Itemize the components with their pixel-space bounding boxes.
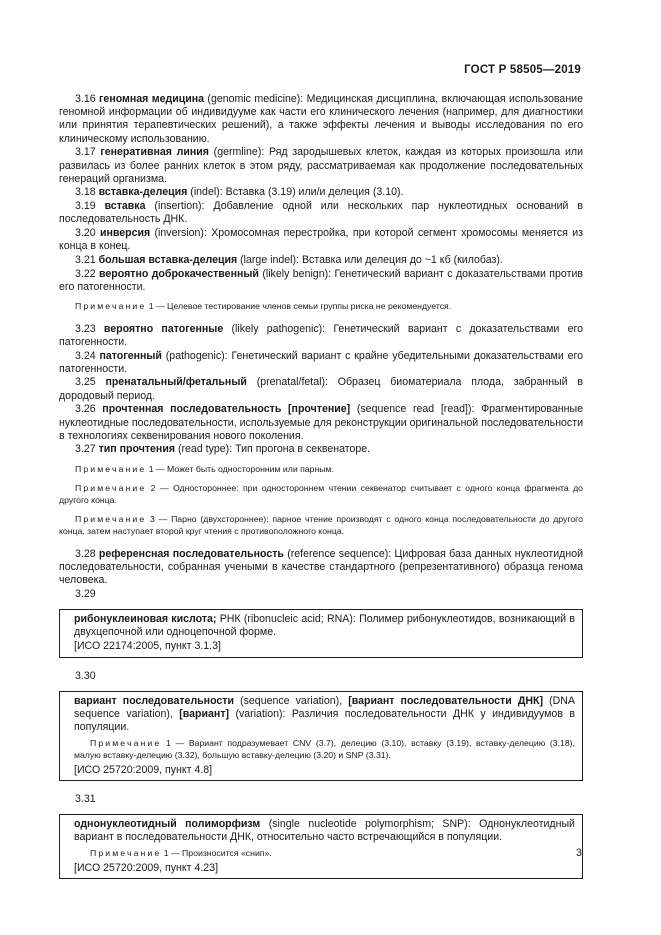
note-3-27-2: Примечание 2 — Одностороннее: при одностороннем чтении секвенатор считывает с одного конца фрагмента до другого конца. bbox=[59, 483, 583, 505]
entry-3-16: 3.16 геномная медицина (genomic medicine): Медицинская дисциплина, включающая использование геномной информации об индивидууме как части его клинического лечения (например, для диагностики или принятия терапевтических решений), а также эффекты лечения и выводы исследования по его клиническому использованию. bbox=[59, 93, 583, 145]
entry-3-28: 3.28 референсная последовательность (reference sequence): Цифровая база данных нуклеотидной последовательности, собранная учеными в качестве стандартного (репрезентативного) образца генома человека. bbox=[59, 547, 584, 587]
definition-note: Примечание 1 — Произносится «снип». bbox=[90, 848, 272, 859]
source-reference: [ИСО 22174:2005, пункт 3.1.3] bbox=[74, 640, 221, 653]
definition-text: однонуклеотидный полиморфизм (single nucleotide polymorphism; SNP): Однонуклеотидный вариант в последовательности ДНК, относительно часто встречающийся в популяции. bbox=[74, 817, 575, 844]
entry-3-19: 3.19 вставка (insertion): Добавление одной или нескольких пар нуклеотидных оснований в последовательность ДНК. bbox=[59, 200, 583, 226]
definition-text: рибонуклеиновая кислота; РНК (ribonucleic acid; RNA): Полимер рибонуклеотидов, возникающий в двухцепочной или одноцепочной форме. bbox=[74, 612, 575, 639]
entry-3-27: 3.27 тип прочтения (read type): Тип прогона в секвенаторе. bbox=[75, 443, 371, 456]
entry-3-21: 3.21 большая вставка-делеция (large indel): Вставка или делеция до ~1 кб (килобаз). bbox=[75, 253, 503, 266]
note-3-27-3: Примечание 3 — Парно (двухстороннее): парное чтение производят с одного конца последовательности до другого конца, затем наступает второй круг чтения с противоположного конца. bbox=[59, 514, 583, 537]
note-3-27-1: Примечание 1 — Может быть односторонним или парным. bbox=[75, 463, 334, 474]
note-3-22: Примечание 1 — Целевое тестирование членов семьи группы риска не рекомендуется. bbox=[75, 301, 452, 312]
boxed-definition-3-31 bbox=[59, 814, 583, 879]
entry-3-22: 3.22 вероятно доброкачественный (likely benign): Генетический вариант с доказательствами против его патогенности. bbox=[59, 267, 583, 293]
entry-3-25: 3.25 пренатальный/фетальный (prenatal/fetal): Образец биоматериала плода, забранный в дородовый период. bbox=[59, 376, 584, 402]
page-number: 3 bbox=[576, 847, 582, 859]
boxed-definition-3-29 bbox=[59, 609, 583, 658]
entry-3-24: 3.24 патогенный (pathogenic): Генетический вариант с крайне убедительными доказательствами его патогенности. bbox=[59, 349, 583, 375]
entry-3-18: 3.18 вставка-делеция (indel): Вставка (3.19) или/и делеция (3.10). bbox=[75, 186, 404, 199]
document-body bbox=[59, 93, 583, 891]
entry-3-20: 3.20 инверсия (inversion): Хромосомная перестройка, при которой сегмент хромосомы меняется из конца в конец. bbox=[59, 227, 584, 253]
entry-number-3-31: 3.31 bbox=[75, 792, 96, 805]
entry-number-3-29: 3.29 bbox=[75, 587, 96, 600]
definition-note: Примечание 1 — Вариант подразумевает CNV (3.7), делецию (3.10), вставку (3.19), вставку-делецию (3.18), малую вставку-делецию (3.32), большую вставку-делецию (3.20) и SNP (3.31). bbox=[74, 738, 575, 760]
boxed-definition-3-30 bbox=[59, 691, 583, 781]
entry-3-23: 3.23 вероятно патогенные (likely pathogenic): Генетический вариант с доказательствами его патогенности. bbox=[59, 322, 583, 348]
entry-3-17: 3.17 генеративная линия (germline): Ряд зародышевых клеток, каждая из которых произошла или развилась из более ранних клеток в этом ряду, рассматриваемая как продолжение последовательных генераций организма. bbox=[59, 146, 584, 185]
definition-text: вариант последовательности (sequence variation), [вариант последовательности ДНК] (DNA sequence variation), [вариант] (variation): Различия последовательности ДНК у индивидуумов в популяции. bbox=[74, 694, 575, 734]
source-reference: [ИСО 25720:2009, пункт 4.8] bbox=[74, 763, 213, 776]
entry-3-26: 3.26 прочтенная последовательность [прочтение] (sequence read [read]): Фрагментированные нуклеотидные последовательности, используемые для реконструкции оригинальной последовательности в технологиях секвенирования нового поколения. bbox=[59, 403, 583, 442]
entry-number-3-30: 3.30 bbox=[75, 669, 96, 682]
document-id: ГОСТ Р 58505—2019 bbox=[464, 64, 581, 76]
source-reference: [ИСО 25720:2009, пункт 4.23] bbox=[74, 861, 219, 874]
